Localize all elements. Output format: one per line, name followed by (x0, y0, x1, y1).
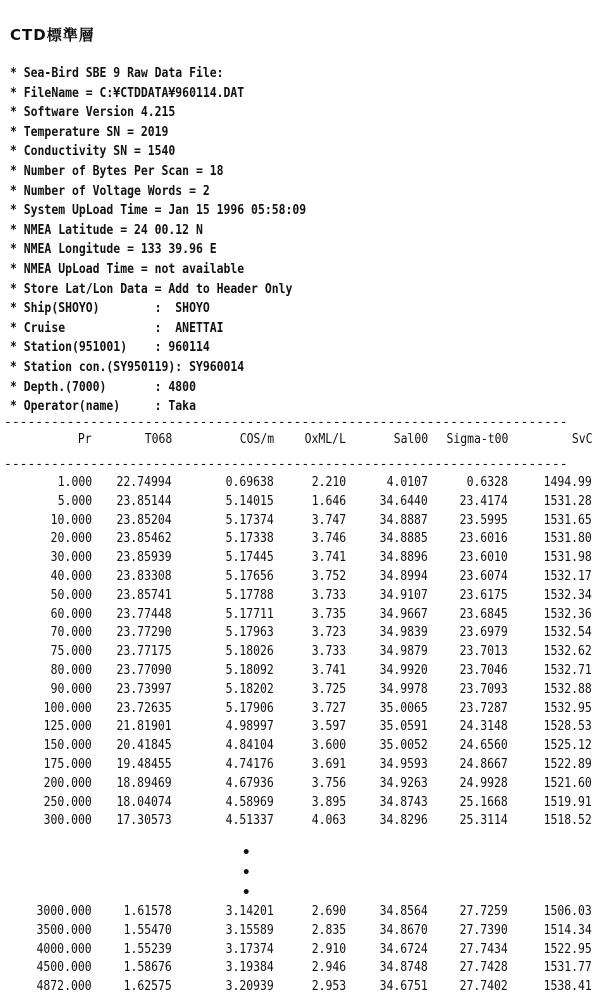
table-cell: 23.6979 (459, 625, 508, 641)
table-cell: 5.17906 (225, 700, 274, 716)
table-cell: 23.7287 (459, 700, 508, 716)
table-cell: 200.000 (43, 775, 92, 791)
table-cell: 3.597 (311, 719, 346, 735)
table-cell: 250.000 (43, 794, 92, 810)
header-line: * Cruise : ANETTAI (10, 320, 224, 336)
column-header: T068 (144, 432, 172, 447)
table-cell: 27.7402 (459, 979, 508, 995)
table-cell: 50.000 (50, 587, 92, 603)
table-cell: 3.741 (311, 550, 346, 566)
table-cell: 5.17788 (225, 587, 274, 603)
table-cell: 23.77290 (116, 625, 172, 641)
table-cell: 21.81901 (116, 719, 172, 735)
ellipsis-dot: • (242, 845, 251, 861)
table-cell: 1514.34 (543, 922, 592, 938)
table-cell: 34.9263 (379, 775, 428, 791)
header-line: * Number of Voltage Words = 2 (10, 183, 210, 199)
header-line: * Station(951001) : 960114 (10, 340, 210, 356)
table-cell: 4.84104 (225, 738, 274, 754)
table-cell: 1.646 (311, 493, 346, 509)
table-cell: 34.8670 (379, 922, 428, 938)
table-cell: 1528.53 (543, 719, 592, 735)
table-cell: 34.9107 (379, 587, 428, 603)
table-cell: 1538.41 (543, 979, 592, 995)
table-cell: 1.62575 (123, 979, 172, 995)
table-cell: 1532.36 (543, 606, 592, 622)
table-cell: 300.000 (43, 813, 92, 829)
table-cell: 1531.80 (543, 531, 592, 547)
table-cell: 35.0065 (379, 700, 428, 716)
table-cell: 4.67936 (225, 775, 274, 791)
table-cell: 1.55470 (123, 922, 172, 938)
header-line: * Operator(name) : Taka (10, 399, 196, 415)
header-line: * Conductivity SN = 1540 (10, 144, 176, 160)
table-cell: 27.7434 (459, 941, 508, 957)
table-cell: 175.000 (43, 757, 92, 772)
table-cell: 4.58969 (225, 794, 274, 810)
header-line: * System UpLoad Time = Jan 15 1996 05:58:09 (10, 203, 307, 219)
table-cell: 2.946 (311, 960, 346, 976)
table-cell: 1531.98 (543, 550, 592, 566)
table-cell: 150.000 (43, 738, 92, 754)
table-cell: 18.04074 (116, 794, 172, 810)
table-cell: 34.6724 (379, 941, 428, 957)
table-cell: 34.8885 (379, 531, 428, 547)
table-cell: 5.14015 (225, 493, 274, 509)
table-cell: 3.19384 (225, 960, 274, 976)
header-line: * Number of Bytes Per Scan = 18 (10, 164, 224, 179)
header-line: * Depth.(7000) : 4800 (10, 379, 196, 395)
table-cell: 23.77175 (116, 644, 172, 660)
table-cell: 1531.77 (543, 960, 592, 976)
table-cell: 2.835 (311, 922, 346, 938)
table-cell: 3.691 (311, 757, 346, 772)
table-cell: 1494.99 (543, 475, 592, 490)
table-cell: 1506.03 (543, 904, 592, 919)
table-cell: 4.51337 (225, 813, 274, 829)
table-cell: 5.17374 (225, 512, 274, 528)
table-cell: 34.8887 (379, 512, 428, 528)
table-cell: 23.85741 (116, 587, 172, 603)
table-cell: 3.741 (311, 663, 346, 678)
table-cell: 4.0107 (386, 475, 428, 490)
header-line: * Station con.(SY950119): SY960014 (10, 360, 245, 375)
table-cell: 1519.91 (543, 794, 592, 810)
table-cell: 24.3148 (459, 719, 508, 735)
table-cell: 1522.89 (543, 757, 592, 772)
table-cell: 23.6074 (459, 569, 508, 584)
table-cell: 20.000 (50, 531, 92, 547)
table-cell: 34.8564 (379, 904, 428, 919)
table-cell: 5.17338 (225, 531, 274, 547)
table-cell: 23.6175 (459, 587, 508, 603)
column-header: COS/m (239, 432, 274, 447)
table-cell: 60.000 (50, 606, 92, 622)
table-cell: 34.9839 (379, 625, 428, 641)
table-cell: 25.3114 (459, 813, 508, 829)
table-cell: 5.17656 (225, 569, 274, 584)
column-header: Pr (78, 432, 92, 447)
table-cell: 3.735 (311, 606, 346, 622)
header-line: * FileName = C:¥CTDDATA¥960114.DAT (10, 85, 245, 101)
table-cell: 23.72635 (116, 700, 172, 716)
table-cell: 3000.000 (36, 904, 92, 919)
table-cell: 0.6328 (466, 475, 508, 490)
table-cell: 27.7259 (459, 904, 508, 919)
table-cell: 3.20939 (225, 979, 274, 995)
column-header: SvC (571, 432, 592, 447)
table-cell: 24.8667 (459, 757, 508, 772)
table-cell: 23.77448 (116, 606, 172, 622)
table-cell: 1531.65 (543, 512, 592, 528)
table-cell: 3.727 (311, 700, 346, 716)
header-line: * NMEA Longitude = 133 39.96 E (10, 242, 217, 258)
table-cell: 1525.12 (543, 738, 592, 754)
table-cell: 125.000 (43, 719, 92, 735)
table-cell: 1522.95 (543, 941, 592, 957)
table-cell: 90.000 (50, 681, 92, 697)
table-cell: 5.000 (57, 493, 92, 509)
column-header: OxML/L (304, 432, 346, 447)
table-cell: 2.953 (311, 979, 346, 995)
table-cell: 2.690 (311, 904, 346, 919)
header-line: * Software Version 4.215 (10, 105, 176, 121)
table-cell: 23.85144 (116, 493, 172, 509)
table-cell: 34.8748 (379, 960, 428, 976)
table-cell: 23.7093 (459, 681, 508, 697)
table-cell: 27.7390 (459, 922, 508, 938)
table-cell: 35.0052 (379, 738, 428, 754)
table-cell: 1532.54 (543, 625, 592, 641)
table-cell: 23.7046 (459, 663, 508, 678)
table-cell: 34.9920 (379, 663, 428, 678)
table-cell: 1532.34 (543, 587, 592, 603)
table-cell: 23.85939 (116, 550, 172, 566)
table-cell: 1.58676 (123, 960, 172, 976)
table-cell: 1532.17 (543, 569, 592, 584)
table-cell: 23.85204 (116, 512, 172, 528)
column-header: Sal00 (393, 432, 428, 447)
ellipsis-dot: • (242, 865, 251, 881)
table-cell: 34.8296 (379, 813, 428, 829)
table-cell: 1.61578 (123, 904, 172, 919)
table-cell: 5.17711 (225, 606, 274, 622)
table-cell: 3.756 (311, 775, 346, 791)
table-cell: 4000.000 (36, 941, 92, 957)
table-cell: 3.747 (311, 512, 346, 528)
table-cell: 3.733 (311, 587, 346, 603)
header-line: * Ship(SHOYO) : SHOYO (10, 301, 210, 317)
table-cell: 24.6560 (459, 738, 508, 754)
table-cell: 23.6016 (459, 531, 508, 547)
table-cell: 34.8896 (379, 550, 428, 566)
table-cell: 34.6751 (379, 979, 428, 995)
table-cell: 3.733 (311, 644, 346, 660)
column-header: Sigma-t00 (446, 432, 508, 447)
table-cell: 23.5995 (459, 512, 508, 528)
table-cell: 2.910 (311, 941, 346, 957)
table-cell: 23.7013 (459, 644, 508, 660)
table-cell: 4.98997 (225, 719, 274, 735)
table-cell: 3.725 (311, 681, 346, 697)
table-cell: 3.723 (311, 625, 346, 641)
table-cell: 1531.28 (543, 493, 592, 509)
table-cell: 23.6010 (459, 550, 508, 566)
table-cell: 4872.000 (36, 979, 92, 995)
table-cell: 4.063 (311, 813, 346, 829)
table-cell: 1.55239 (123, 941, 172, 957)
table-cell: 0.69638 (225, 475, 274, 490)
table-cell: 34.8743 (379, 794, 428, 810)
table-cell: 4500.000 (36, 960, 92, 976)
table-cell: 23.6845 (459, 606, 508, 622)
header-line: * NMEA UpLoad Time = not available (10, 262, 245, 277)
table-cell: 34.9593 (379, 757, 428, 772)
table-cell: 10.000 (50, 512, 92, 528)
table-cell: 3.895 (311, 794, 346, 810)
table-cell: 23.85462 (116, 531, 172, 547)
table-cell: 2.210 (311, 475, 346, 490)
table-cell: 35.0591 (379, 719, 428, 735)
table-cell: 24.9928 (459, 775, 508, 791)
table-cell: 23.83308 (116, 569, 172, 584)
table-cell: 4.74176 (225, 757, 274, 772)
table-cell: 34.9667 (379, 606, 428, 622)
table-cell: 27.7428 (459, 960, 508, 976)
table-cell: 5.18026 (225, 644, 274, 660)
table-cell: 1518.52 (543, 813, 592, 829)
document-title: CTD標準層 (10, 26, 95, 44)
table-cell: 30.000 (50, 550, 92, 566)
table-cell: 1532.88 (543, 681, 592, 697)
table-cell: 1532.95 (543, 700, 592, 716)
table-cell: 100.000 (43, 700, 92, 716)
table-cell: 22.74994 (116, 475, 172, 490)
table-cell: 19.48455 (116, 757, 172, 772)
header-line: * Store Lat/Lon Data = Add to Header Only (10, 281, 293, 297)
table-cell: 5.18202 (225, 681, 274, 697)
table-cell: 3.17374 (225, 941, 274, 957)
table-cell: 5.17445 (225, 550, 274, 566)
table-cell: 34.9978 (379, 681, 428, 697)
table-cell: 1532.71 (543, 663, 592, 678)
table-divider: ------------------------------------------------------------------------ (4, 418, 568, 428)
table-cell: 75.000 (50, 644, 92, 660)
table-cell: 70.000 (50, 625, 92, 641)
table-cell: 34.6440 (379, 493, 428, 509)
table-cell: 3.14201 (225, 904, 274, 919)
table-cell: 5.18092 (225, 663, 274, 678)
table-cell: 23.77090 (116, 663, 172, 678)
table-divider: ------------------------------------------------------------------------ (4, 460, 568, 470)
table-cell: 1.000 (57, 475, 92, 490)
table-cell: 40.000 (50, 569, 92, 584)
header-line: * NMEA Latitude = 24 00.12 N (10, 222, 203, 238)
header-line: * Temperature SN = 2019 (10, 124, 169, 140)
table-cell: 23.4174 (459, 493, 508, 509)
table-cell: 5.17963 (225, 625, 274, 641)
table-cell: 1521.60 (543, 775, 592, 791)
header-line: * Sea-Bird SBE 9 Raw Data File: (10, 66, 224, 81)
table-cell: 1532.62 (543, 644, 592, 660)
table-cell: 3.752 (311, 569, 346, 584)
table-cell: 3500.000 (36, 922, 92, 938)
table-cell: 34.9879 (379, 644, 428, 660)
table-cell: 23.73997 (116, 681, 172, 697)
table-cell: 18.89469 (116, 775, 172, 791)
table-cell: 20.41845 (116, 738, 172, 754)
table-cell: 3.600 (311, 738, 346, 754)
table-cell: 34.8994 (379, 569, 428, 584)
table-cell: 3.15589 (225, 922, 274, 938)
table-cell: 80.000 (50, 663, 92, 678)
table-cell: 25.1668 (459, 794, 508, 810)
table-cell: 3.746 (311, 531, 346, 547)
table-cell: 17.30573 (116, 813, 172, 829)
ellipsis-dot: • (242, 885, 251, 901)
